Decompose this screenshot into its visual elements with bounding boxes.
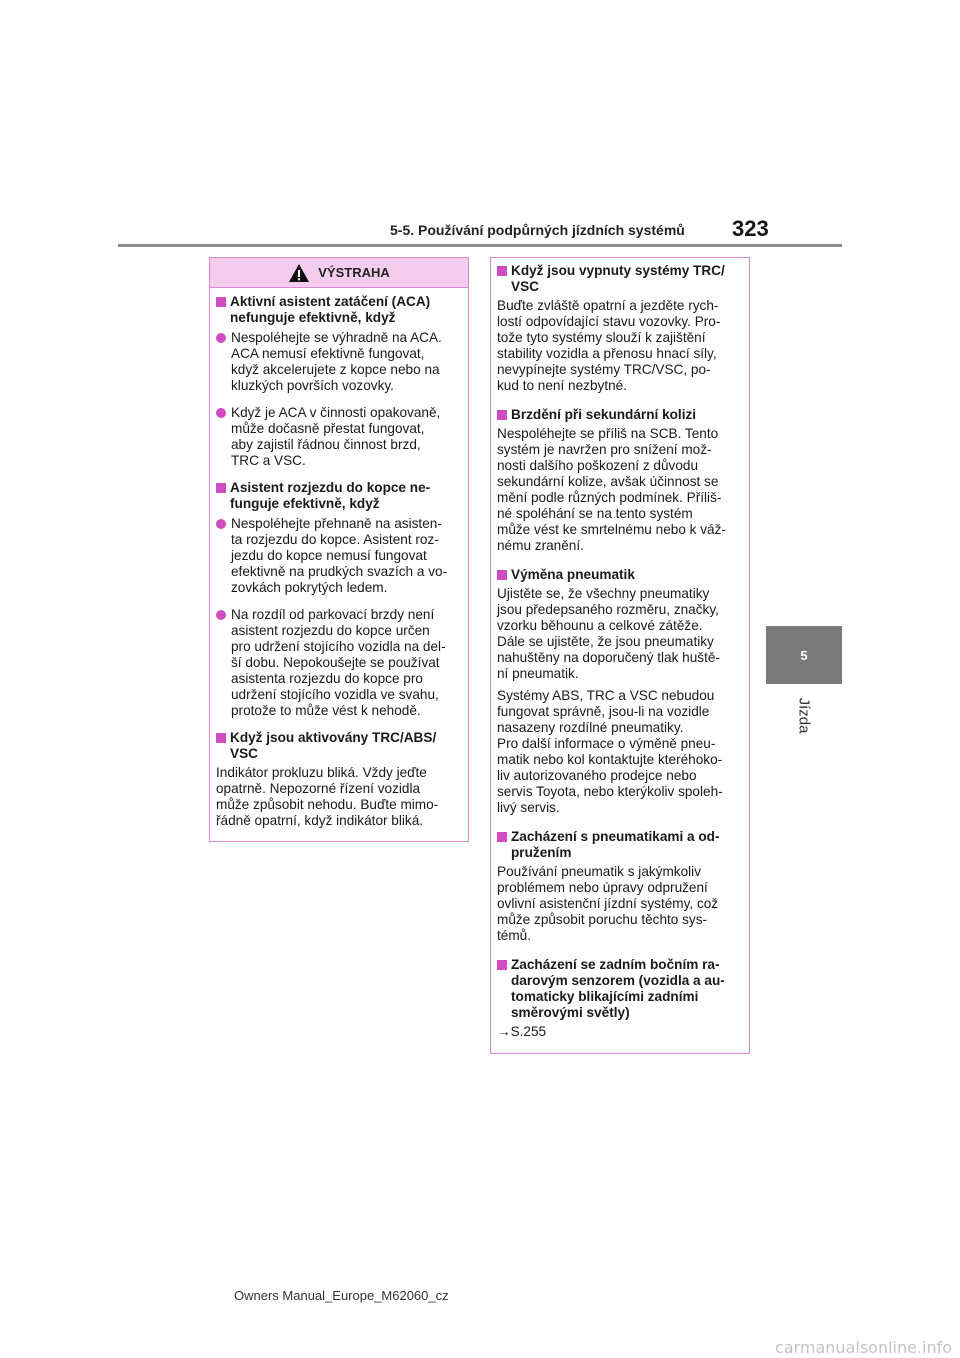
info-section-title: Výměna pneumatik [497, 567, 741, 583]
info-section-title: Když jsou vypnuty systémy TRC/ VSC [497, 263, 741, 295]
watermark: carmanualsonline.info [775, 1338, 953, 1357]
info-section-title: Brzdění při sekundární kolizi [497, 407, 741, 423]
info-section-title: Zacházení s pneumatikami a od- pružením [497, 829, 741, 861]
warning-body [210, 288, 468, 829]
warning-triangle-icon [288, 263, 310, 283]
warning-section-title: Asistent rozjezdu do kopce ne- funguje efektivně, když [216, 480, 460, 512]
page-reference-link[interactable]: →S.255 [497, 1024, 547, 1039]
info-paragraph: Buďte zvláště opatrní a jezděte rych- lostí odpovídající stavu vozovky. Pro- tože tyto systémy slouží k zajištění stability vozidla a přenosu hnací síly, nevypínejte systémy TRC/VSC, po- kud to není nezbytné. [497, 298, 721, 393]
square-bullet-icon [497, 410, 507, 420]
warning-header [210, 258, 468, 288]
warning-section-title: Aktivní asistent zatáčení (ACA) nefunguje efektivně, když [216, 294, 460, 326]
footer-text: Owners Manual_Europe_M62060_cz [234, 1288, 449, 1303]
square-bullet-icon [216, 297, 226, 307]
info-box [490, 257, 750, 1054]
chapter-number: 5 [800, 647, 808, 663]
round-bullet-icon [216, 519, 226, 529]
section-title: 5-5. Používání podpůrných jízdních systémů [390, 222, 685, 238]
info-paragraph: Používání pneumatik s jakýmkoliv problémem nebo úpravy odpružení ovlivní asistenční jízdní systémy, což může způsobit poruchu těchto sys- témů. [497, 864, 719, 943]
info-paragraph: Systémy ABS, TRC a VSC nebudou fungovat správně, jsou-li na vozidle nasazeny rozdílné pneumatiky. Pro další informace o výměně pneu- matik nebo kol kontaktujte kteréhoko- liv autorizovaného prodejce nebo servis Toyota, nebo kterýkoliv spoleh- livý servis. [497, 688, 723, 815]
info-paragraph: Ujistěte se, že všechny pneumatiky jsou předepsaného rozměru, značky, vzorku běhounu a celkové zátěže. Dále se ujistěte, že jsou pneumatiky nahuštěny na doporučený tlak huště- ní pneumatik. [497, 586, 720, 681]
warning-box [209, 257, 469, 842]
warning-heading: VÝSTRAHA [318, 265, 390, 280]
header-rule [118, 244, 842, 247]
bullet-item: Nespoléhejte přehnaně na asisten- ta rozjezdu do kopce. Asistent roz- jezdu do kopce nemusí fungovat efektivně na prudkých svazích a vo- zovkách pokrytých ledem. [216, 516, 460, 596]
square-bullet-icon [497, 570, 507, 580]
round-bullet-icon [216, 408, 226, 418]
square-bullet-icon [497, 832, 507, 842]
page-number: 323 [732, 216, 769, 241]
bullet-item: Když je ACA v činnosti opakovaně, může dočasně přestat fungovat, aby zajistil řádnou činnost brzd, TRC a VSC. [216, 405, 460, 469]
square-bullet-icon [216, 483, 226, 493]
chapter-tab [766, 626, 842, 684]
square-bullet-icon [216, 733, 226, 743]
bullet-item: Nespoléhejte se výhradně na ACA. ACA nemusí efektivně fungovat, když akcelerujete z kopce nebo na kluzkých površích vozovky. [216, 330, 460, 394]
chapter-name: Jízda [795, 697, 813, 733]
info-section-title: Zacházení se zadním bočním ra- darovým senzorem (vozidla a au- tomaticky blikajícími zadními směrovými světly) [497, 957, 741, 1021]
round-bullet-icon [216, 333, 226, 343]
round-bullet-icon [216, 610, 226, 620]
info-paragraph: Nespoléhejte se příliš na SCB. Tento systém je navržen pro snížení mož- nosti dalšího poškození z důvodu sekundární kolize, avšak účinnost se mění podle různých podmínek. Příliš- né spoléhání se na tento systém může vést ke smrtelnému nebo k váž- nému zranění. [497, 426, 726, 553]
warning-paragraph: Indikátor prokluzu bliká. Vždy jeďte opatrně. Nepozorné řízení vozidla může způsobit nehodu. Buďte mimo- řádně opatrní, když indikátor bliká. [216, 765, 439, 828]
square-bullet-icon [497, 960, 507, 970]
square-bullet-icon [497, 266, 507, 276]
chapter-name-label [766, 690, 842, 740]
warning-section-title: Když jsou aktivovány TRC/ABS/ VSC [216, 730, 460, 762]
bullet-item: Na rozdíl od parkovací brzdy není asistent rozjezdu do kopce určen pro udržení stojícího vozidla na del- ší dobu. Nepokoušejte se používat asistenta rozjezdu do kopce pro udržení stojícího vozidla ve svahu, protože to může vést k nehodě. [216, 607, 460, 719]
